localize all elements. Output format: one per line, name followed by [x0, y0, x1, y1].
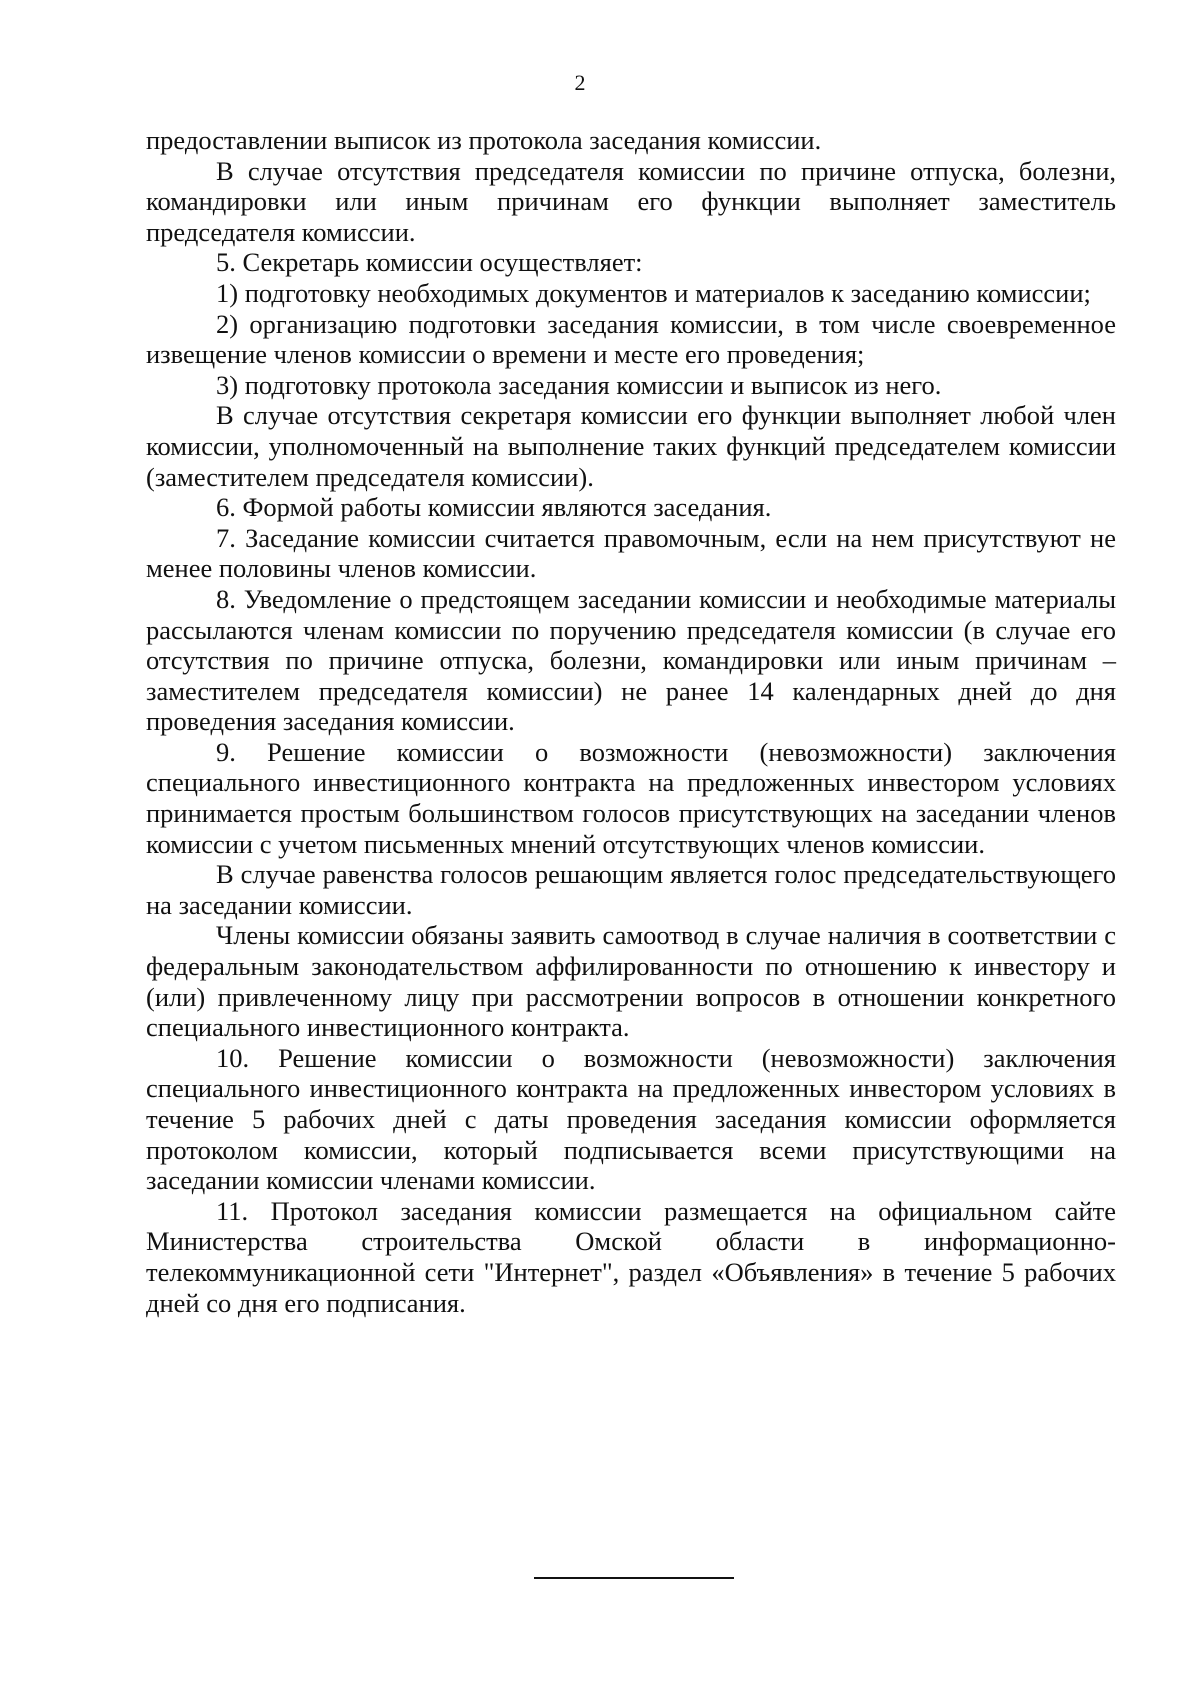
paragraph-item-6: 6. Формой работы комиссии являются заседания. [216, 492, 772, 523]
page-number: 2 [574, 70, 586, 95]
document-body [146, 125, 1116, 1318]
paragraph-item-7: 7. Заседание комиссии считается правомочным, если на нем присутствуют не менее половины членов комиссии. [146, 522, 1116, 584]
paragraph-item-5-3: 3) подготовку протокола заседания комиссии и выписок из него. [216, 369, 942, 400]
paragraph-item-11: 11. Протокол заседания комиссии размещается на официальном сайте Министерства строительства Омской области в информационно-телекоммуникационной сети "Интернет", раздел «Объявления» в течение 5 рабочих дней со дня его подписания. [146, 1195, 1116, 1318]
paragraph-recusal: Члены комиссии обязаны заявить самоотвод в случае наличия в соответствии с федеральным законодательством аффилированности по отношению к инвестору и (или) привлеченному лицу при рассмотрении вопросов в отношении конкретного специального инвестиционного контракта. [146, 920, 1116, 1043]
paragraph-item-5: 5. Секретарь комиссии осуществляет: [216, 247, 643, 278]
paragraph-item-5-2: 2) организацию подготовки заседания комиссии, в том числе своевременное извещение членов комиссии о времени и месте его проведения; [146, 308, 1116, 370]
paragraph-secretary-absence: В случае отсутствия секретаря комиссии его функции выполняет любой член комиссии, уполномоченный на выполнение таких функций председателем комиссии (заместителем председателя комиссии). [146, 400, 1116, 492]
end-divider-line [534, 1577, 734, 1579]
paragraph-item-10: 10. Решение комиссии о возможности (невозможности) заключения специального инвестиционного контракта на предложенных инвестором условиях в течение 5 рабочих дней с даты проведения заседания комиссии оформляется протоколом комиссии, который подписывается всеми присутствующими на заседании комиссии членами комиссии. [146, 1042, 1116, 1196]
paragraph-item-8: 8. Уведомление о предстоящем заседании комиссии и необходимые материалы рассылаются членам комиссии по поручению председателя комиссии (в случае его отсутствия по причине отпуска, болезни, командировки или иным причинам – заместителем председателя комиссии) не ранее 14 календарных дней до дня проведения заседания комиссии. [146, 583, 1116, 737]
paragraph-item-5-1: 1) подготовку необходимых документов и материалов к заседанию комиссии; [216, 277, 1091, 308]
paragraph-item-9: 9. Решение комиссии о возможности (невозможности) заключения специального инвестиционного контракта на предложенных инвестором условиях принимается простым большинством голосов присутствующих на заседании членов комиссии с учетом письменных мнений отсутствующих членов комиссии. [146, 736, 1116, 859]
paragraph-continuation: предоставлении выписок из протокола заседания комиссии. [146, 125, 822, 155]
paragraph-chairman-absence: В случае отсутствия председателя комиссии по причине отпуска, болезни, командировки или иным причинам его функции выполняет заместитель председателя комиссии. [146, 155, 1116, 247]
paragraph-tie-vote: В случае равенства голосов решающим является голос председательствующего на заседании комиссии. [146, 859, 1116, 920]
